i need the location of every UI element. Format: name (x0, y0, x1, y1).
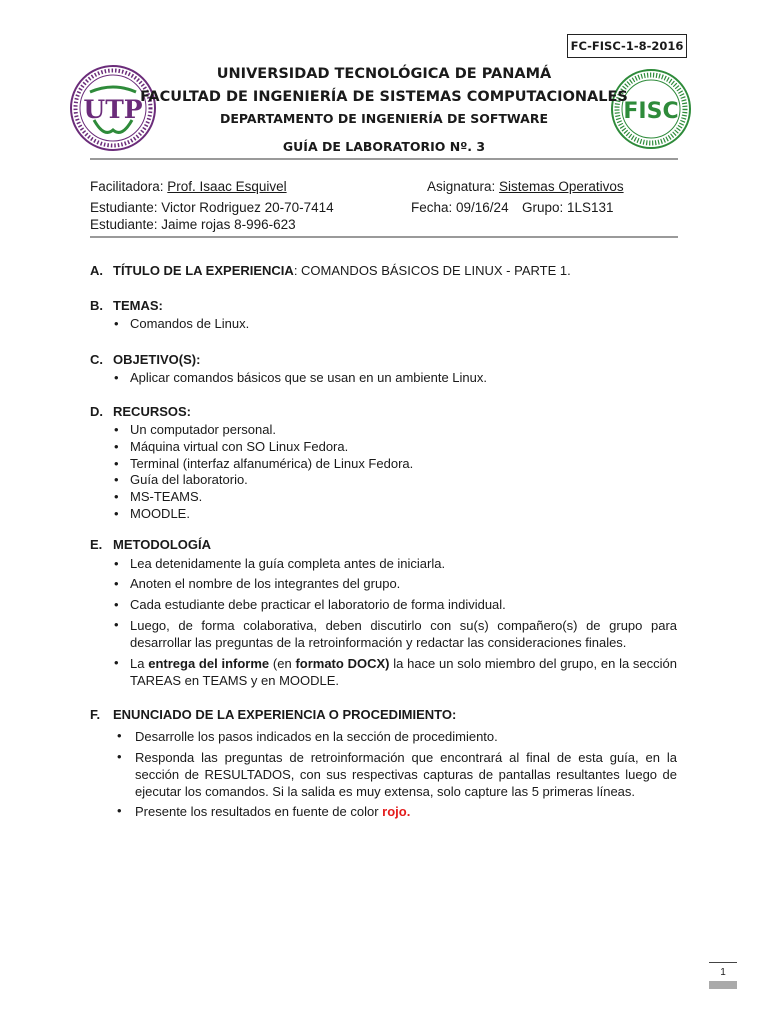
department-name: DEPARTAMENTO DE INGENIERÍA DE SOFTWARE (220, 111, 548, 126)
section-f-title: ENUNCIADO DE LA EXPERIENCIA O PROCEDIMIENTO: (113, 707, 457, 722)
facilitator-name: Prof. Isaac Esquivel (167, 179, 287, 194)
section-b-title: TEMAS: (113, 298, 163, 313)
section-d-title: RECURSOS: (113, 404, 192, 419)
section-f-heading (90, 707, 456, 722)
date: Fecha: 09/16/24 (411, 200, 509, 215)
guide-title: GUÍA DE LABORATORIO Nº. 3 (282, 139, 486, 154)
bullet-dot: • (117, 728, 122, 743)
page-number-rule (709, 962, 737, 963)
section-e-letter: E. (90, 537, 103, 552)
section-f-letter: F. (90, 707, 101, 722)
header-divider (90, 158, 678, 160)
section-d-heading (90, 404, 191, 419)
utp-logo-letters: UTP (83, 95, 143, 124)
section-d-letter: D. (90, 404, 103, 419)
subject-label: Asignatura: (427, 179, 500, 194)
section-b-letter: B. (90, 298, 103, 313)
section-a-title: TÍTULO DE LA EXPERIENCIA (113, 263, 294, 278)
faculty-name: FACULTAD DE INGENIERÍA DE SISTEMAS COMPUTACIONALES (140, 89, 628, 105)
bullet-dot: • (117, 803, 122, 818)
subject-line (427, 179, 624, 194)
list-item: Luego, de forma colaborativa, deben discutirlo con su(s) compañero(s) de grupo para desarrollar las preguntas de la retroinformación y redactar las consideraciones finales. (130, 618, 677, 650)
bullet-dot: • (114, 617, 119, 632)
facilitator-label: Facilitadora: (90, 179, 168, 194)
page-number-bar (709, 981, 737, 989)
info-divider (90, 236, 678, 238)
section-e-heading (90, 537, 211, 552)
form-code: FC-FISC-1-8-2016 (567, 34, 687, 58)
list-item: La entrega del informe (en formato DOCX) la hace un solo miembro del grupo, en la sección TAREAS en TEAMS y en MOODLE. (130, 656, 678, 688)
fisc-logo-letters: FISC (623, 99, 679, 124)
bullet-dot: • (117, 749, 122, 764)
list-item: Responda las preguntas de retroinformación que encontrará al final de esta guía, en la sección de RESULTADOS, con sus respectivas capturas de pantallas resultantes luego de ejecutar los comandos. Si la salida es muy extensa, solo capture las 5 primeras líneas. (135, 750, 677, 799)
group: Grupo: 1LS131 (522, 200, 614, 215)
section-a-text: : COMANDOS BÁSICOS DE LINUX - PARTE 1. (293, 263, 571, 278)
section-a-heading (90, 263, 571, 278)
list-item: Desarrolle los pasos indicados en la sección de procedimiento. (135, 729, 498, 744)
university-name: UNIVERSIDAD TECNOLÓGICA DE PANAMÁ (216, 66, 552, 82)
section-c-letter: C. (90, 352, 103, 367)
facilitator-line (90, 179, 287, 194)
page-number: 1 (720, 967, 726, 978)
bullet-dot: • (114, 655, 119, 670)
section-c-heading (90, 352, 200, 367)
subject-name: Sistemas Operativos (499, 179, 624, 194)
student-2: Estudiante: Jaime rojas 8-996-623 (90, 217, 296, 232)
section-b-heading (90, 298, 163, 313)
red-emphasis: rojo. (382, 804, 411, 819)
section-a-letter: A. (90, 263, 103, 278)
student-1: Estudiante: Victor Rodriguez 20-70-7414 (90, 200, 334, 215)
list-item: Presente los resultados en fuente de color rojo. (135, 804, 411, 819)
section-e-title: METODOLOGÍA (113, 537, 211, 552)
section-c-title: OBJETIVO(S): (113, 352, 201, 367)
